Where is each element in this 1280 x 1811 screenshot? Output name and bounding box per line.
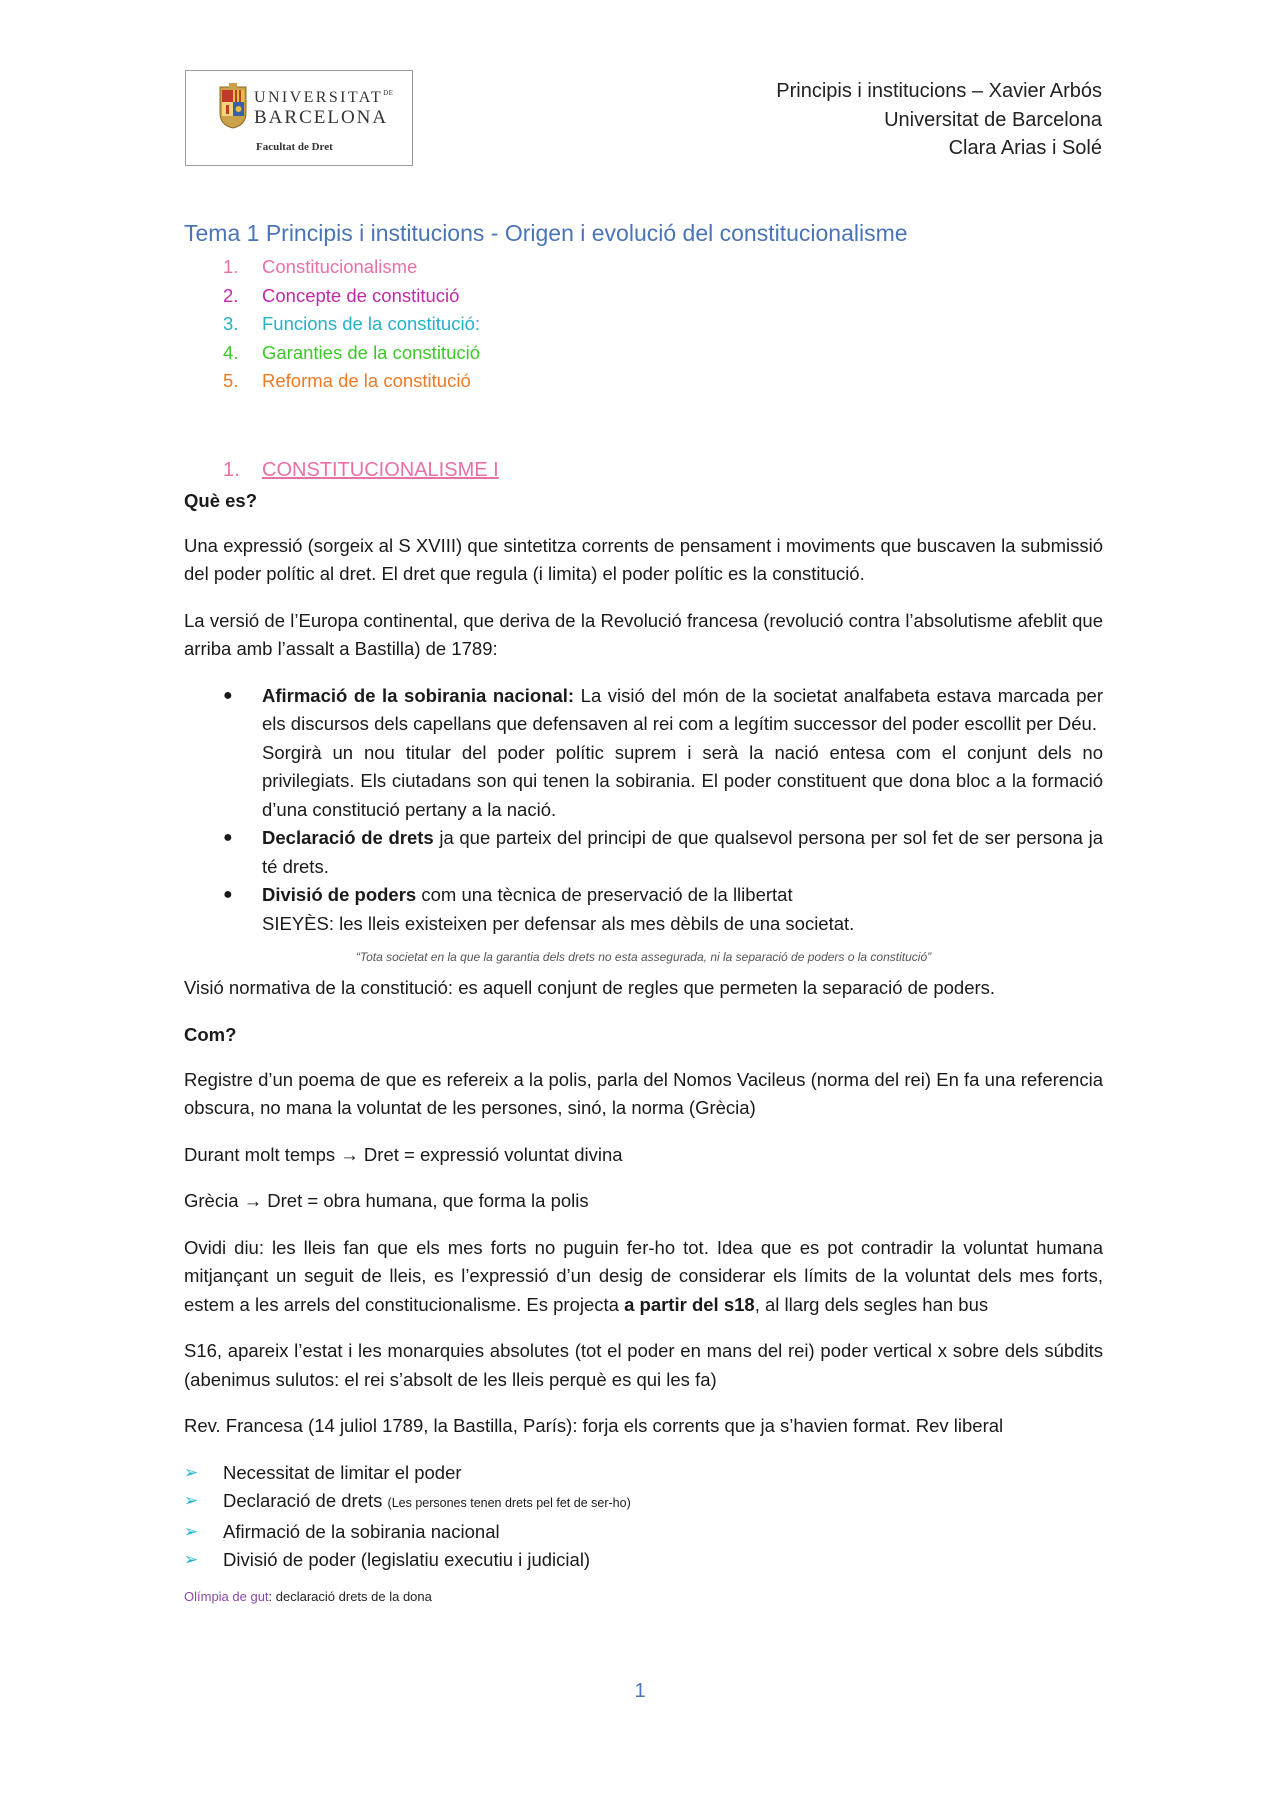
logo-text-faculty: Facultat de Dret xyxy=(256,141,333,153)
arrow-list xyxy=(184,1459,1103,1575)
paragraph: S16, apareix l’estat i les monarquies absolutes (tot el poder en mans del rei) poder vertical x sobre dels súbdits (abenimus sulutos: el rei s’absolt de les lleis perquè es qui les fa) xyxy=(184,1340,1103,1390)
question-heading: Què es? xyxy=(184,489,257,511)
question-heading: Com? xyxy=(184,1023,237,1045)
list-item: ➢ Necessitat de limitar el poder xyxy=(223,1459,1103,1488)
bullet-list xyxy=(184,682,1103,939)
toc-item: 5. Reforma de la constitució xyxy=(223,370,471,391)
main-content xyxy=(184,220,1103,1604)
paragraph: Ovidi diu: les lleis fan que els mes forts no puguin fer-ho tot. Idea que es pot contradir la voluntat humana mitjançant un seguit de lleis, es l’expressió d’un desig de considerar els límits de la voluntat dels mes forts, estem a les arrels del constitucionalisme. Es projecta a partir del s18, al llarg dels segles han bus xyxy=(184,1236,1103,1315)
toc-item: 2. Concepte de constitució xyxy=(223,284,460,306)
paragraph: Rev. Francesa (14 juliol 1789, la Bastilla, París): forja els corrents que ja s’havien format. Rev liberal xyxy=(184,1415,1004,1436)
table-of-contents xyxy=(184,253,1103,396)
crest-icon xyxy=(218,83,248,129)
paragraph: Visió normativa de la constitució: es aquell conjunt de regles que permeten la separació de poders. xyxy=(184,977,996,998)
bullet-icon: ● xyxy=(223,829,233,846)
list-item: ● Declaració de drets ja que parteix del principi de que qualsevol persona per sol fet de ser persona ja té drets. xyxy=(262,824,1103,881)
quote: “Tota societat en la que la garantia dels drets no esta assegurada, ni la separació de poders o la constitució” xyxy=(355,950,932,964)
arrowhead-icon: ➢ xyxy=(184,1550,199,1569)
bullet-icon: ● xyxy=(223,686,233,704)
arrowhead-icon: ➢ xyxy=(184,1462,199,1482)
header-university: Universitat de Barcelona xyxy=(884,108,1102,131)
header-author: Clara Arias i Solé xyxy=(948,137,1102,159)
list-item: ● Divisió de poders com una tècnica de preservació de la llibertat SIEYÈS: les lleis existeixen per defensar als mes dèbils de una societat. xyxy=(262,881,1103,938)
toc-item: 4. Garanties de la constitució xyxy=(223,341,481,363)
list-item: ➢ Afirmació de la sobirania nacional xyxy=(223,1518,1103,1547)
page-number: 1 xyxy=(634,1680,646,1702)
list-item: ➢ Divisió de poder (legislatiu executiu i judicial) xyxy=(223,1546,1103,1575)
arrowhead-icon: ➢ xyxy=(184,1521,199,1541)
toc-item: 3. Funcions de la constitució: xyxy=(223,313,481,334)
page-title: Tema 1 Principis i institucions - Origen i evolució del constitucionalisme xyxy=(184,220,908,246)
paragraph: Durant molt temps → Dret = expressió voluntat divina xyxy=(184,1143,623,1165)
page-header xyxy=(776,77,1102,163)
footnote: Olímpia de gut: declaració drets de la dona xyxy=(184,1588,432,1604)
paragraph: Grècia → Dret = obra humana, que forma la polis xyxy=(184,1190,589,1211)
logo-text-universitat: $UNIVERSITAT^{DE}$ xyxy=(254,89,394,106)
university-logo xyxy=(185,70,413,166)
arrow-right-icon: → xyxy=(340,1143,359,1165)
bullet-icon: ● xyxy=(223,886,233,903)
section-heading: 1. CONSTITUCIONALISME I xyxy=(223,458,499,481)
arrowhead-icon: ➢ xyxy=(184,1491,199,1510)
paragraph: Registre d’un poema de que es refereix a la polis, parla del Nomos Vacileus (norma del rei) En fa una referencia obscura, no mana la voluntat de les persones, sinó, la norma (Grècia) xyxy=(184,1068,1103,1118)
logo-text-barcelona: BARCELONA xyxy=(254,107,389,128)
list-item: ● Afirmació de la sobirania nacional: La visió del món de la societat analfabeta estava marcada per els discursos dels capellans que defensaven al rei com a legítim successor del poder escollit per Déu. Sorgirà un nou titular del poder polític suprem i serà la nació entesa com el conjunt dels no privilegiats. Els ciutadans son qui tenen la sobirania. El poder constituent que dona bloc a la formació d’una constitució pertany a la nació. xyxy=(262,682,1103,825)
list-item: ➢ Declaració de drets (Les persones tenen drets pel fet de ser-ho) xyxy=(223,1487,1103,1518)
arrow-right-icon: → xyxy=(243,1190,263,1211)
header-course: Principis i institucions – Xavier Arbós xyxy=(776,80,1102,102)
paragraph: La versió de l’Europa continental, que deriva de la Revolució francesa (revolució contra l’absolutisme afeblit que arriba amb l’assalt a Bastilla) de 1789: xyxy=(184,609,1103,659)
paragraph: Una expressió (sorgeix al S XVIII) que sintetitza corrents de pensament i moviments que buscaven la submissió del poder polític al dret. El dret que regula (i limita) el poder polític es la constitució. xyxy=(184,534,1103,584)
toc-item: 1. Constitucionalisme xyxy=(223,256,418,277)
